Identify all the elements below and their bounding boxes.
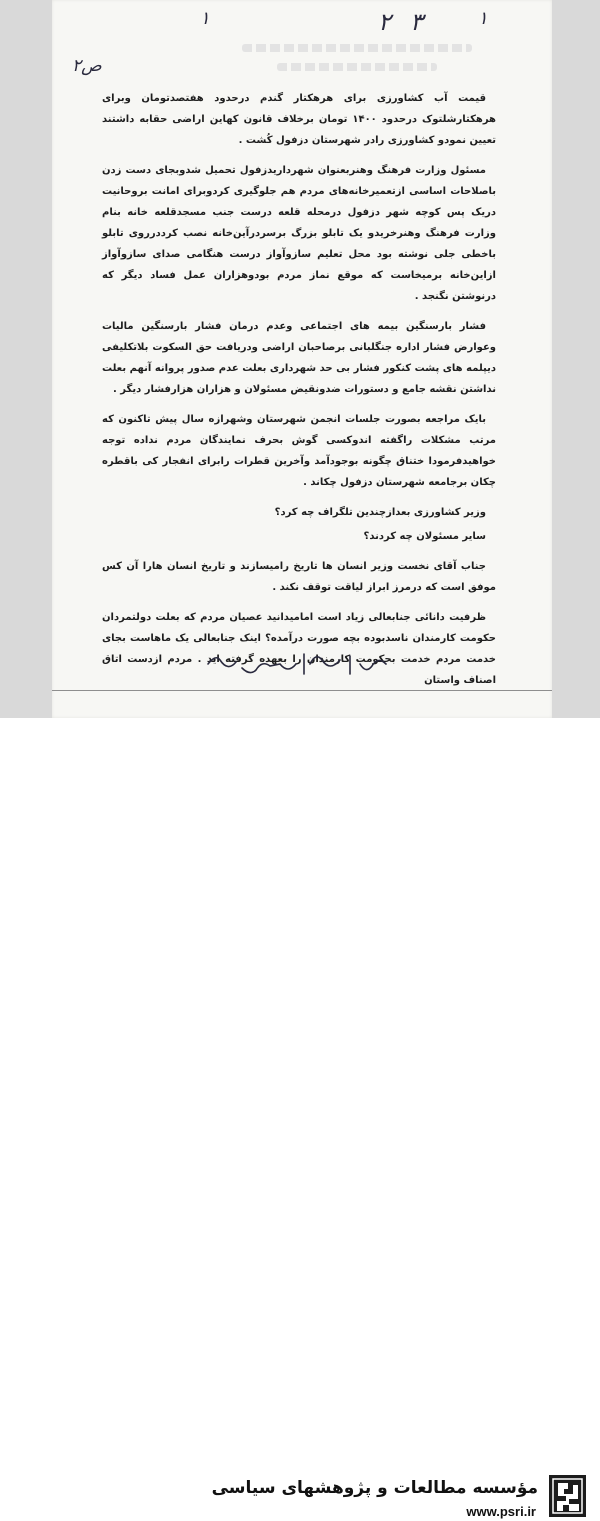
handwritten-mark-3: ۱ [478, 8, 488, 29]
handwritten-date-signature [200, 650, 390, 680]
handwritten-page-number: ص۲ [72, 56, 102, 76]
paragraph-question-officials: سایر مسئولان چه کردند؟ [363, 531, 486, 542]
paragraph-closing: ظرفیت دانائی جنابعالی زیاد است امامیدانید عصیان مردم که بعلت دولتمردان حکومت کارمندان ناسدبوده بچه صورت درآمده؟ اینک جنابعالی یک ماهاست بجای خدمت مردم خدمت بحکومت کارمندان را بعهده گرفته اید . مردم ازدست اتاق اصناف واستان [102, 612, 496, 686]
handwritten-mark-2: ۳ [410, 8, 423, 36]
faint-letterhead-line-2 [277, 63, 437, 71]
psri-logo-icon [549, 1475, 586, 1517]
paragraph-culture-ministry: مسئول وزارت فرهنگ وهنربعنوان شهرداریدزفول تحمیل شدوبجای دست زدن باصلاحات اساسی ازتعمیرخانه‌های مردم هم جلوگیری کردوبرای امانت بروحانیت دریک پس کوچه شهر دزفول درمحله قلعه درست جنب مسجدقلعه خانه بنام وزارت فرهنگ وهنرخریدو یک تابلو بزرگ برسردرآین‌خانه نصب کرددرروی تابلو باخطی جلی نوشته بود محل تعلیم سازوآواز درست هنگامی صدای سازوآواز ازاین‌خانه برمیخاست که موقع نماز مردم بودوهزاران عمل فساد دیگر که درنوشتن نگنجد . [102, 165, 496, 302]
faint-letterhead-line [242, 44, 472, 52]
handwritten-mark-4: ۱ [200, 8, 210, 29]
paragraph-pressures: فشار بارسنگین بیمه های اجتماعی وعدم درمان فشار بارسنگین مالیات وعوارض فشار اداره جنگلبانی برصاحبان اراضی ودریافت حق السکوت بلاتکلیفی دیپلمه های پشت کنکور فشار بی حد شهرداری بعلت عدم صدور پروانه آنهم بعلت نداشتن نقشه جامع و دستورات ضدونقیض مسئولان و هزاران هزارفشار دیگر . [102, 321, 496, 395]
scanned-page-area [0, 0, 600, 718]
paragraph-council-meetings: بایک مراجعه بصورت جلسات انجمن شهرستان وشهرازه سال پیش تاکنون که مرتب مشکلات راگفته اندوکسی گوش بحرف نمایندگان مردم نداده توجه خواهیدفرمودا ختناق چگونه بوجودآمد وآخرین قطرات رابرای انفجار کی باقطره چکان برجامعه شهرستان دزفول چکاند . [102, 414, 496, 488]
institute-name: مؤسسه مطالعات و پژوهشهای سیاسی [211, 1478, 538, 1498]
paragraph-prime-minister: جناب آقای نخست وزیر انسان ها تاریخ رامیسازند و تاریخ انسان هارا آن کس موفق است که درمرز ابراز لیاقت توقف نکند . [102, 561, 496, 593]
paragraph-water-price: قیمت آب کشاورزی برای هرهکتار گندم درحدود هفتصدتومان وبرای هرهکتارشلتوک درحدود ۱۴۰۰ تومان برخلاف قانون کهاین اراضی حقابه داشتند تعیین نمودو کشاورزی رادر شهرستان دزفول کُشت . [102, 93, 496, 146]
document-body [102, 88, 496, 700]
paragraph-question-minister: وزیر کشاورزی بعدازچندین تلگراف چه کرد؟ [274, 507, 486, 518]
handwritten-mark-1: ۲ [378, 8, 391, 36]
publisher-footer [0, 718, 600, 1519]
institute-website-link[interactable]: www.psri.ir [466, 1504, 536, 1519]
